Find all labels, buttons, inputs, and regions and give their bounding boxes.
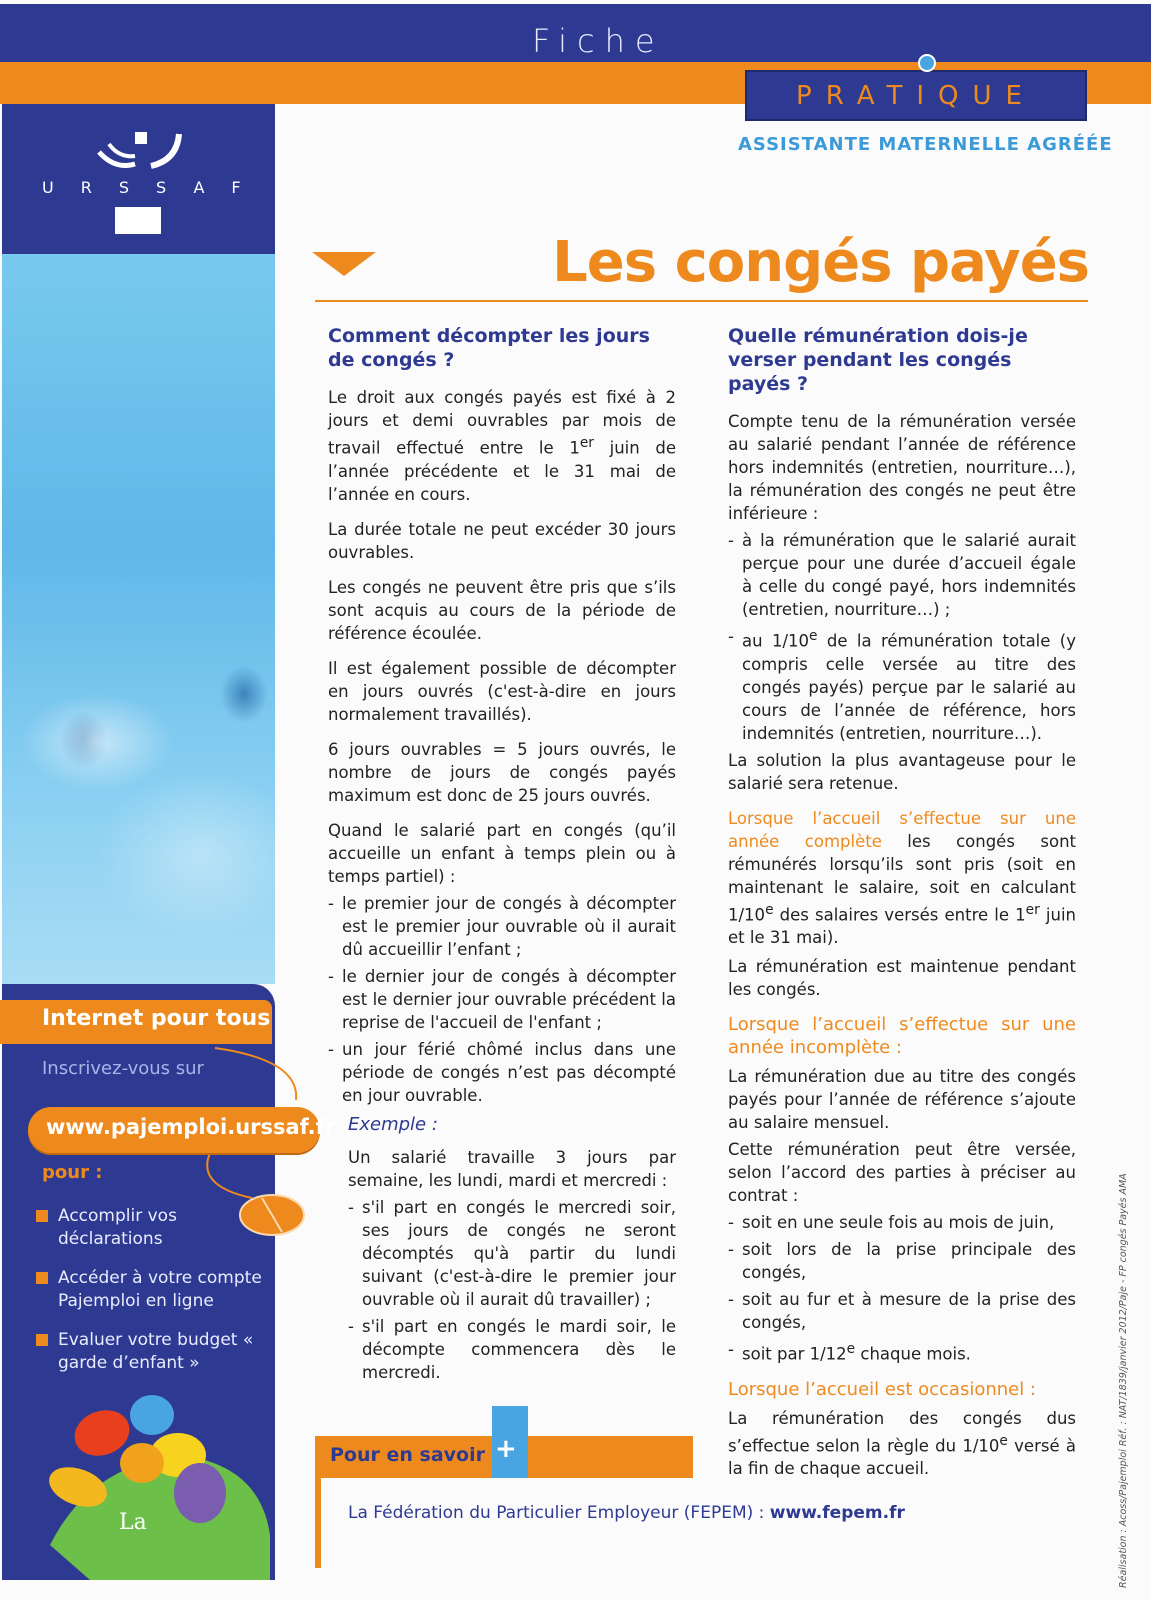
footer-rule [315, 1478, 321, 1568]
paragraph: 6 jours ouvrables = 5 jours ouvrés, le nombre de jours de congés payés maximum est donc de 25 jours ouvrés. [328, 739, 676, 805]
example-label: Exemple : [348, 1113, 438, 1135]
urssaf-wordmark: URSSAF [42, 178, 268, 197]
pratique-box [745, 70, 1087, 121]
section-heading: Lorsque l’accueil est occasionnel : [728, 1378, 1037, 1400]
list-item: Accomplir vos déclarations [36, 1205, 266, 1251]
la-label: La [119, 1510, 147, 1535]
dash-item: - le premier jour de congés à décompter est le premier jour ouvrable où il aurait dû accueillir l’enfant ; [328, 892, 676, 961]
paragraph: Il est également possible de décompter en jours ouvrés (c'est-à-dire en jours normalement travaillés). [328, 658, 676, 724]
bullet-square-icon [36, 1334, 48, 1346]
pratique-label: PRATIQUE [796, 80, 1036, 111]
paragraph: Compte tenu de la rémunération versée au salarié pendant l’année de référence hors indemnités (entretien, nourriture…), la rémunération des congés ne peut être inférieure : [728, 412, 1076, 523]
pajemploi-url-link[interactable]: www.pajemploi.urssaf.fr [46, 1115, 336, 1139]
fepem-link[interactable]: www.fepem.fr [769, 1503, 905, 1523]
dash-item: - soit lors de la prise principale des congés, [728, 1238, 1076, 1284]
section-label: Lorsque l’accueil s’effectue sur une année complète [728, 808, 1076, 851]
paragraph: Les congés ne peuvent être pris que s’ils sont acquis au cours de la période de référence écoulée. [328, 577, 676, 643]
pajemploi-flower-logo [30, 1395, 270, 1580]
dash-item: - à la rémunération que le salarié aurait perçue pour une durée d’accueil égale à celle du congé payé, hors indemnités (entretien, nourriture…) ; [728, 529, 1076, 621]
example-dash-item: - s'il part en congés le mardi soir, le décompte commencera dès le mercredi. [348, 1315, 676, 1384]
list-item: Accéder à votre compte Pajemploi en ligne [36, 1267, 266, 1313]
paragraph: La durée totale ne peut excéder 30 jours ouvrables. [328, 519, 676, 562]
dash-item: - un jour férié chômé inclus dans une période de congés n’est pas décompté en jour ouvrable. [328, 1038, 676, 1107]
learn-more-label: Pour en savoir [330, 1444, 485, 1466]
baby-photo [2, 254, 275, 984]
triangle-arrow-icon [312, 252, 376, 278]
right-text-column [728, 324, 1076, 1492]
example-text: Un salarié travaille 3 jours par semaine, les lundi, mardi et mercredi : [348, 1147, 676, 1190]
section-heading: Lorsque l’accueil s’effectue sur une année incomplète : [728, 1014, 1076, 1058]
paragraph: La rémunération due au titre des congés payés pour l’année de référence s’ajoute au salaire mensuel. [728, 1067, 1076, 1132]
paragraph: Quand le salarié part en congés (qu’il accueille un enfant à temps plein ou à temps partiel) : [328, 820, 676, 886]
internet-title: Internet pour tous [42, 1006, 271, 1031]
fiche-label: Fiche [532, 22, 665, 60]
dash-item: - au 1/10e de la rémunération totale (y compris celle versée au titre des congés payés) perçue par le salarié au cours de l’année de référence, hors indemnités (entretien, nourriture…). [728, 625, 1076, 745]
bullet-square-icon [36, 1210, 48, 1222]
dash-item: - soit par 1/12e chaque mois. [728, 1338, 1076, 1366]
document-subtitle: ASSISTANTE MATERNELLE AGRÉÉE [738, 134, 1113, 155]
pratique-dot [918, 54, 936, 72]
fepem-reference: La Fédération du Particulier Employeur (FEPEM) : www.fepem.fr [348, 1503, 905, 1523]
paragraph: Cette rémunération peut être versée, selon l’accord des parties à préciser au contrat : [728, 1140, 1076, 1205]
credit-line: Réalisation : Acoss/Pajemploi Réf. : NAT/1839/janvier 2012/Paje - FP congés Payés AMA [1118, 1173, 1129, 1588]
signup-text: Inscrivez-vous sur [42, 1058, 204, 1079]
bullet-square-icon [36, 1272, 48, 1284]
paragraph: Lorsque l’accueil s’effectue sur une année complète les congés sont rémunérés lorsqu’ils sont pris (soit en maintenant le salaire, soit en calculant 1/10e des salaires versés entre le 1er juin et le 31 mai). [728, 808, 1076, 947]
dash-item: - soit en une seule fois au mois de juin, [728, 1211, 1076, 1234]
plus-icon: + [495, 1434, 517, 1464]
urssaf-logo-icon [95, 130, 187, 176]
example-dash-item: - s'il part en congés le mercredi soir, ses jours de congés ne seront décomptés qu'à partir du lundi suivant (c'est-à-dire le premier jour ouvrable où il aurait dû travailler) ; [348, 1196, 676, 1311]
urssaf-logo-square [115, 207, 161, 234]
title-divider [315, 300, 1088, 302]
right-heading: Quelle rémunération dois-je verser pendant les congés payés ? [728, 325, 1028, 395]
paragraph: La solution la plus avantageuse pour le salarié sera retenue. [728, 750, 1076, 793]
left-heading: Comment décompter les jours de congés ? [328, 325, 650, 371]
dash-item: - soit au fur et à mesure de la prise des congés, [728, 1288, 1076, 1334]
paragraph: La rémunération est maintenue pendant les congés. [728, 957, 1076, 999]
list-item: Evaluer votre budget « garde d’enfant » [36, 1329, 266, 1375]
dash-item: - le dernier jour de congés à décompter est le dernier jour ouvrable précédent la reprise de l'accueil de l'enfant ; [328, 965, 676, 1034]
left-text-column [328, 324, 676, 1388]
page-title: Les congés payés [552, 230, 1089, 295]
pour-label: pour : [42, 1162, 103, 1183]
paragraph: La rémunération des congés dus s’effectue selon la règle du 1/10e versé à la fin de chaque accueil. [728, 1408, 1076, 1478]
paragraph: Le droit aux congés payés est fixé à 2 jours et demi ouvrables par mois de travail effectué entre le 1er juin de l’année précédente et le 31 mai de l’année en cours. [328, 388, 676, 504]
